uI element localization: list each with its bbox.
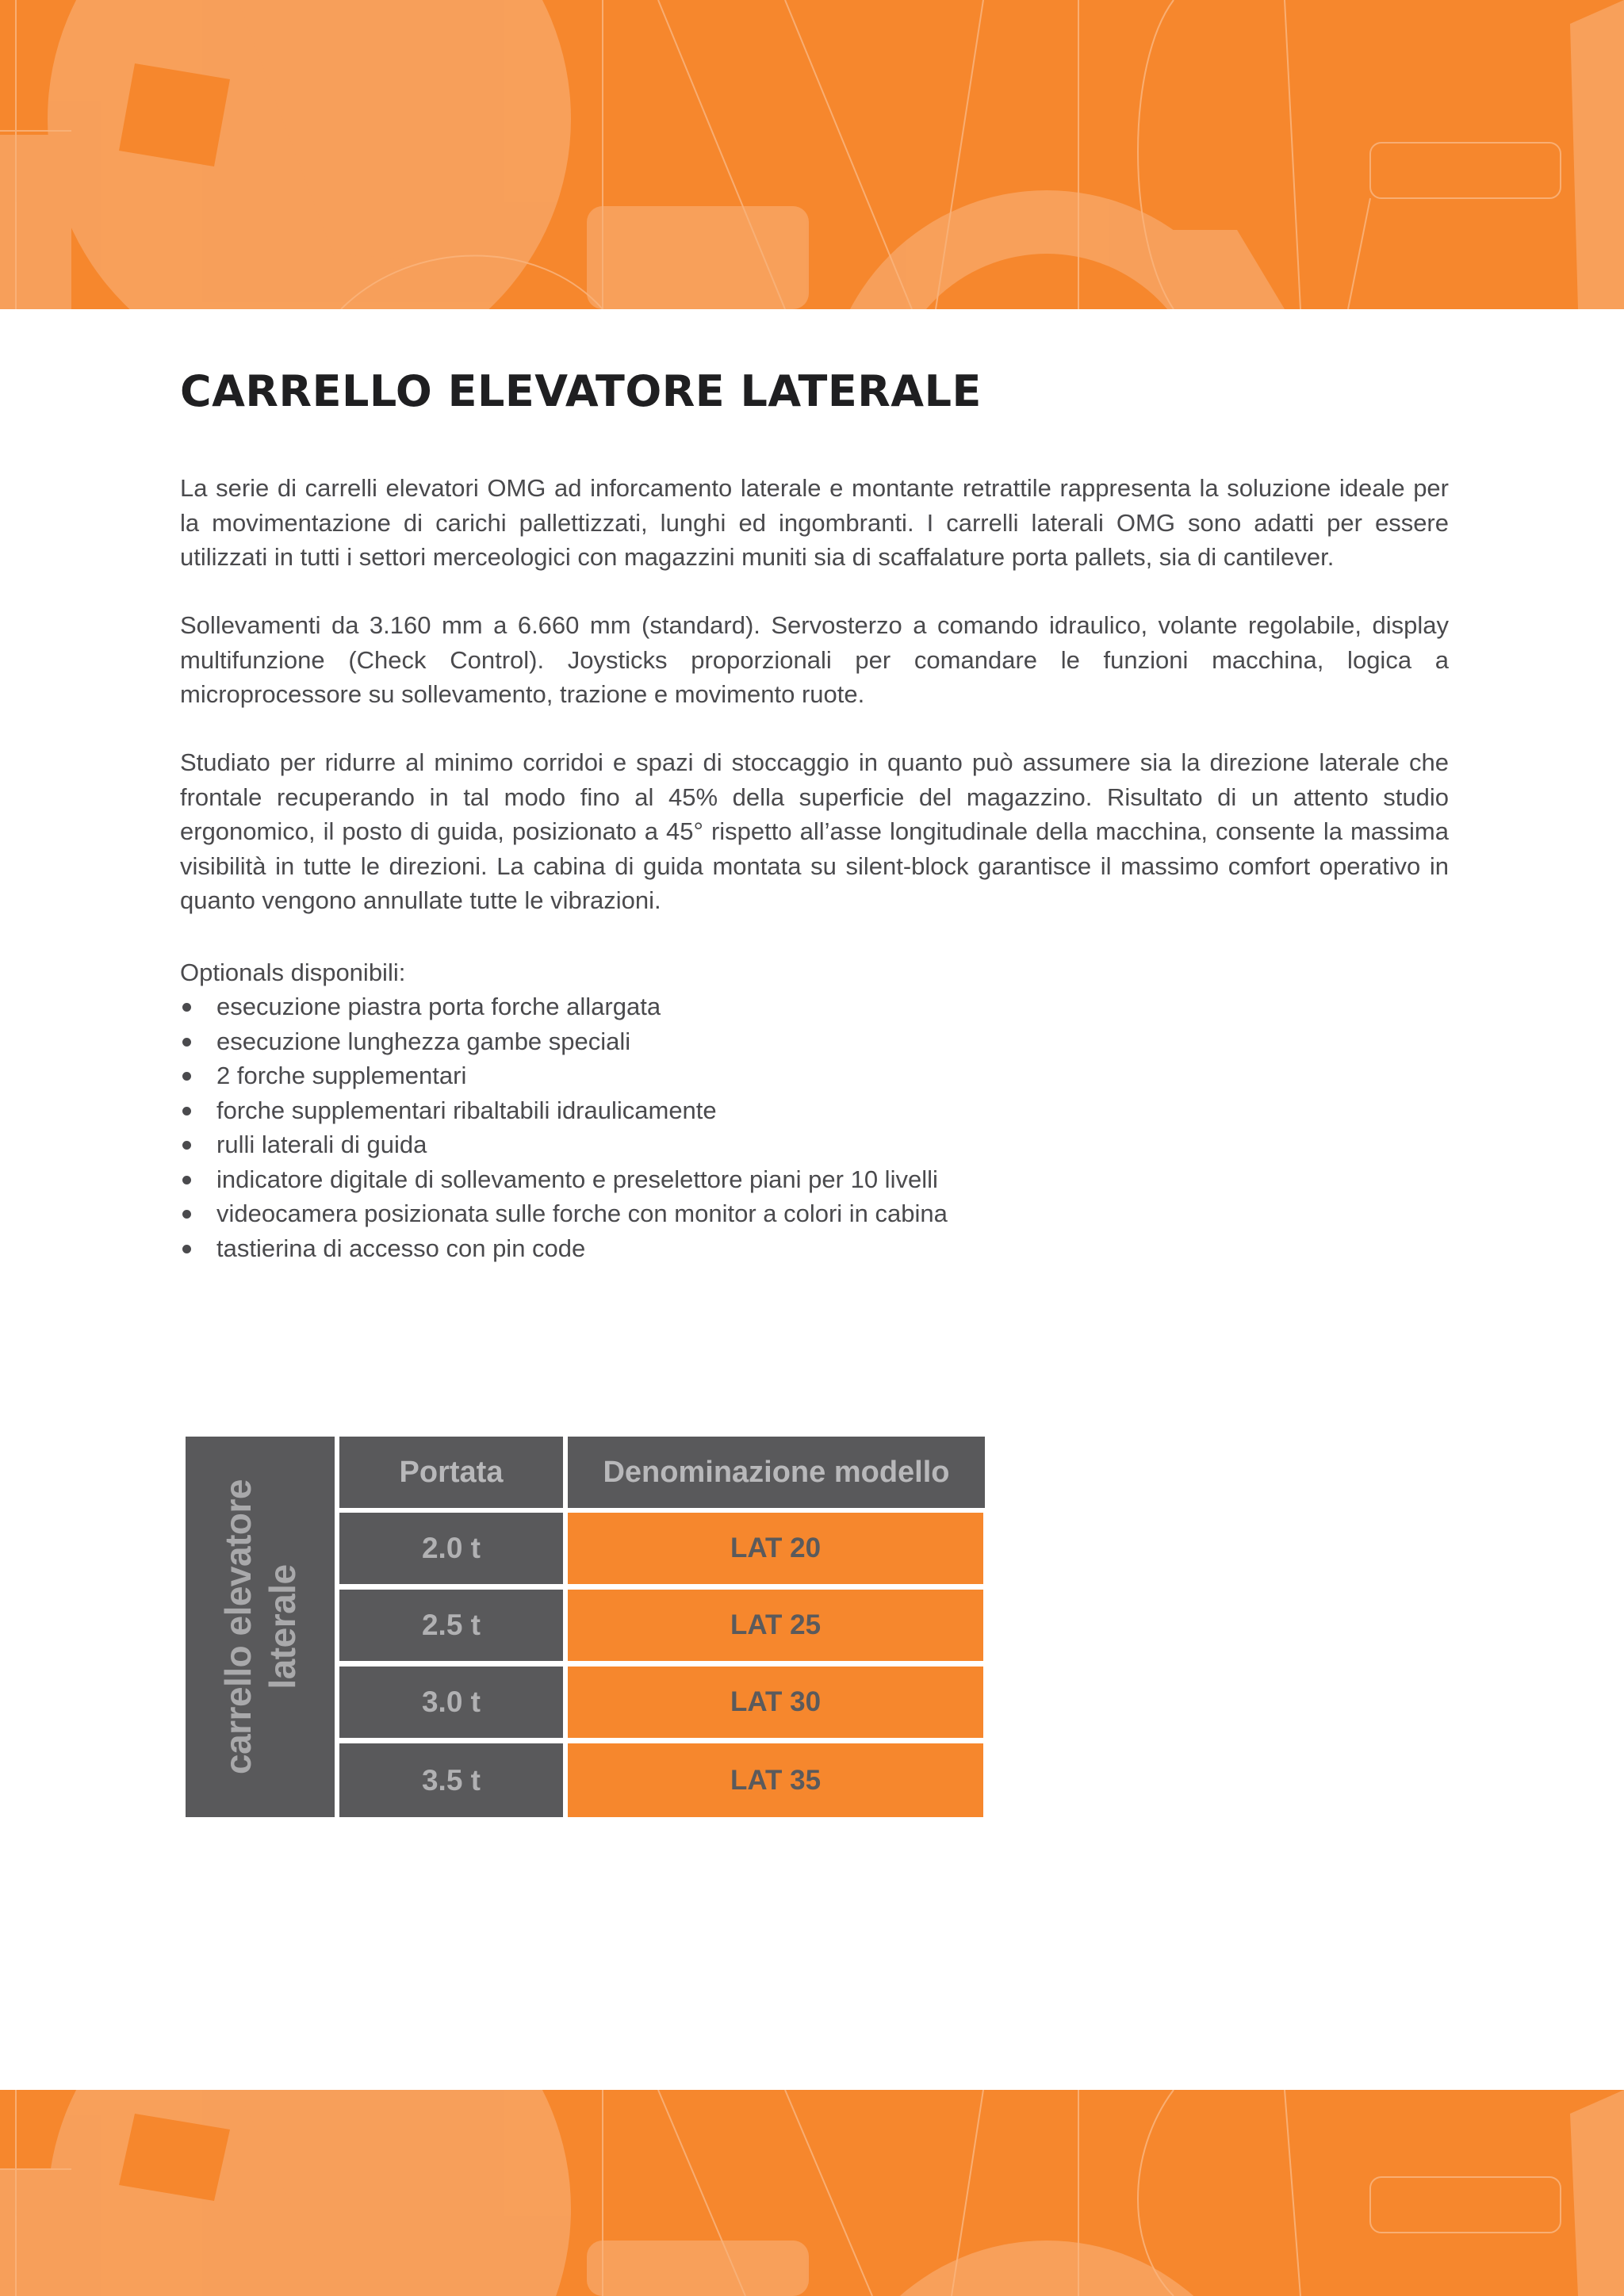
list-item: 2 forche supplementari xyxy=(180,1058,948,1093)
optionals-list xyxy=(180,989,948,1265)
row-1-capacity: 2.0 t xyxy=(339,1513,563,1584)
side-label-line1: carrello elevatore xyxy=(217,1479,259,1775)
row-2-capacity: 2.5 t xyxy=(339,1590,563,1661)
list-item: rulli laterali di guida xyxy=(180,1127,948,1162)
list-item: indicatore digitale di sollevamento e preselettore piani per 10 livelli xyxy=(180,1162,948,1197)
list-item: videocamera posizionata sulle forche con monitor a colori in cabina xyxy=(180,1196,948,1231)
header-capacity: Portata xyxy=(339,1437,563,1508)
page-title: CARRELLO ELEVATORE LATERALE xyxy=(180,366,982,416)
header-model-name: Denominazione modello xyxy=(568,1437,985,1508)
optionals-title: Optionals disponibili: xyxy=(180,959,406,986)
row-1-model: LAT 20 xyxy=(568,1513,983,1584)
footer-decorative-band xyxy=(0,2090,1624,2296)
intro-paragraph: La serie di carrelli elevatori OMG ad inforcamento laterale e montante retrattile rappresenta la soluzione ideale per la movimentazione di carichi pallettizzati, lunghi ed ingombranti. I carrelli laterali OMG sono adatti per essere utilizzati in tutti i settori merceologici con magazzini muniti sia di scaffalature porta pallets, sia di cantilever. xyxy=(180,474,1449,571)
row-2-model: LAT 25 xyxy=(568,1590,983,1661)
list-item: esecuzione piastra porta forche allargata xyxy=(180,989,948,1024)
decorative-pattern xyxy=(0,2090,1624,2296)
decorative-pattern xyxy=(0,0,1624,309)
row-4-capacity: 3.5 t xyxy=(339,1743,563,1817)
design-paragraph: Studiato per ridurre al minimo corridoi e spazi di stoccaggio in quanto può assumere sia la direzione laterale che frontale recuperando in tal modo fino al 45% della superficie del magazzino. Risultato di un attento studio ergonomico, il posto di guida, posizionato a 45° rispetto all’asse longitudinale della macchina, consente la massima visibilità in tutte le direzioni. La cabina di guida montata su silent-block garantisce il massimo comfort operativo in quanto vengono annullate tutte le vibrazioni. xyxy=(180,748,1449,914)
row-4-model: LAT 35 xyxy=(568,1743,983,1817)
list-item: forche supplementari ribaltabili idraulicamente xyxy=(180,1093,948,1128)
specs-paragraph: Sollevamenti da 3.160 mm a 6.660 mm (standard). Servosterzo a comando idraulico, volante regolabile, display multifunzione (Check Control). Joysticks proporzionali per comandare le funzioni macchina, logica a microprocessore su sollevamento, trazione e movimento ruote. xyxy=(180,611,1449,708)
list-item: tastierina di accesso con pin code xyxy=(180,1231,948,1266)
list-item: esecuzione lunghezza gambe speciali xyxy=(180,1024,948,1059)
row-3-model: LAT 30 xyxy=(568,1667,983,1738)
table-side-label xyxy=(186,1437,335,1817)
row-3-capacity: 3.0 t xyxy=(339,1667,563,1738)
side-label-line2: laterale xyxy=(262,1564,303,1689)
header-decorative-band xyxy=(0,0,1624,309)
